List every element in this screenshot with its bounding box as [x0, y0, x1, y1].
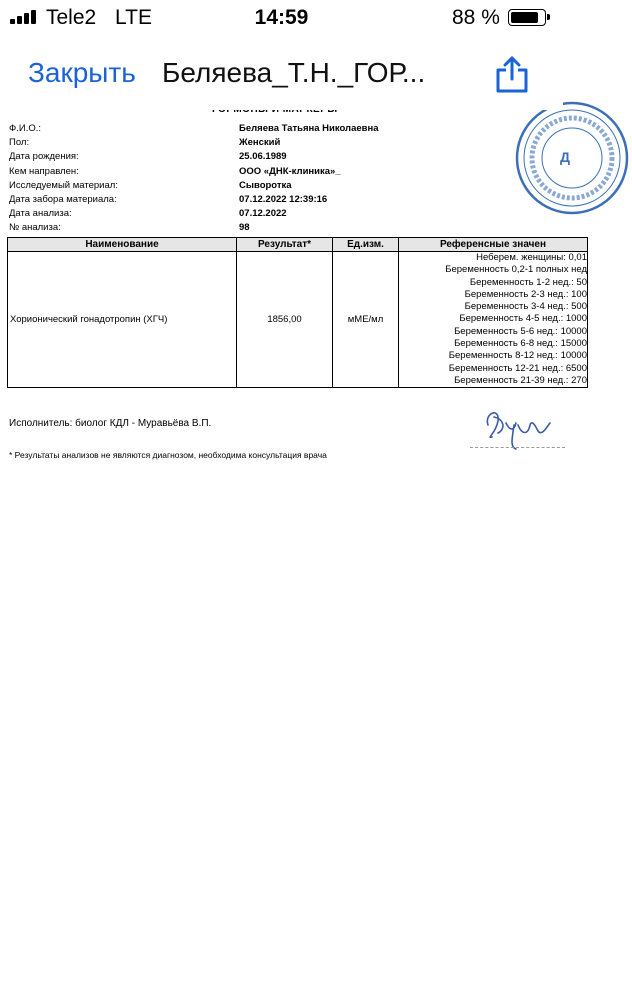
reference-values	[399, 252, 588, 388]
column-header-unit: Ед.изм.	[333, 238, 399, 252]
reference-line: Беременность 21-39 нед.: 270	[454, 374, 587, 386]
field-label: № анализа:	[9, 222, 61, 234]
network-type: LTE	[115, 6, 152, 29]
navigation-bar	[0, 40, 563, 110]
document-viewer[interactable]	[0, 110, 587, 1000]
status-bar	[0, 0, 563, 40]
carrier-name: Tele2	[46, 6, 97, 29]
field-value: Сыворотка	[239, 179, 292, 191]
document-title: Беляева_Т.Н._ГОР...	[162, 57, 426, 88]
field-label: Исследуемый материал:	[9, 179, 118, 191]
field-row	[9, 222, 559, 236]
field-row	[9, 180, 559, 194]
field-value: Беляева Татьяна Николаевна	[239, 123, 379, 134]
signature-line	[470, 447, 565, 448]
field-label: Дата анализа:	[9, 208, 72, 220]
test-name: Хорионический гонадотропин (ХГЧ)	[8, 252, 237, 388]
field-row	[9, 123, 559, 137]
column-header-result: Результат*	[237, 238, 333, 252]
reference-line: Беременность 1-2 нед.: 50	[469, 276, 587, 288]
executor-line: Исполнитель: биолог КДЛ - Муравьёва В.П.	[9, 418, 212, 429]
field-label: Кем направлен:	[9, 165, 79, 177]
reference-line: Беременность 2-3 нед.: 100	[464, 288, 587, 300]
field-row	[9, 166, 559, 180]
reference-line: Беременность 3-4 нед.: 500	[464, 301, 587, 313]
patient-info	[9, 123, 559, 237]
results-table	[7, 237, 588, 388]
reference-line: Беременность 6-8 нед.: 15000	[454, 338, 587, 350]
footnote: * Результаты анализов не являются диагнозом, необходима консультация врача	[9, 450, 327, 460]
field-row	[9, 151, 559, 165]
battery-percentage: 88 %	[452, 6, 500, 29]
column-header-reference: Референсные значен	[399, 238, 588, 252]
share-icon	[493, 55, 531, 95]
table-row	[8, 252, 588, 388]
field-value: Женский	[239, 137, 281, 149]
reference-line: Беременность 5-6 нед.: 10000	[454, 325, 587, 337]
column-header-name: Наименование	[8, 238, 237, 252]
field-value: 98	[239, 222, 250, 234]
reference-line: Беременность 4-5 нед.: 1000	[459, 313, 587, 325]
reference-line: Беременность 12-21 нед.: 6500	[448, 362, 587, 374]
field-value: 07.12.2022	[239, 208, 287, 220]
close-button[interactable]: Закрыть	[28, 57, 136, 88]
battery-level	[511, 12, 538, 23]
field-value: 07.12.2022 12:39:16	[239, 193, 328, 205]
field-value: ООО «ДНК-клиника»_	[239, 165, 341, 177]
signature	[478, 395, 578, 455]
share-button[interactable]	[493, 55, 531, 95]
field-row	[9, 208, 559, 222]
field-label: Дата забора материала:	[9, 193, 117, 205]
field-label: Дата рождения:	[9, 151, 79, 163]
field-label: Ф.И.О.:	[9, 123, 41, 134]
reference-line: Беременность 0,2-1 полных нед	[445, 264, 587, 276]
field-row	[9, 137, 559, 151]
field-value: 25.06.1989	[239, 151, 287, 163]
test-result: 1856,00	[237, 252, 333, 388]
svg-text:Д: Д	[560, 149, 570, 165]
test-unit: мМЕ/мл	[333, 252, 399, 388]
reference-line: Неберем. женщины: 0,01	[476, 252, 587, 263]
clock: 14:59	[254, 6, 309, 29]
reference-line: Беременность 8-12 нед.: 10000	[448, 350, 587, 362]
battery-icon	[508, 9, 546, 26]
field-row	[9, 194, 559, 208]
field-label: Пол:	[9, 137, 30, 149]
table-header-row	[8, 238, 588, 252]
